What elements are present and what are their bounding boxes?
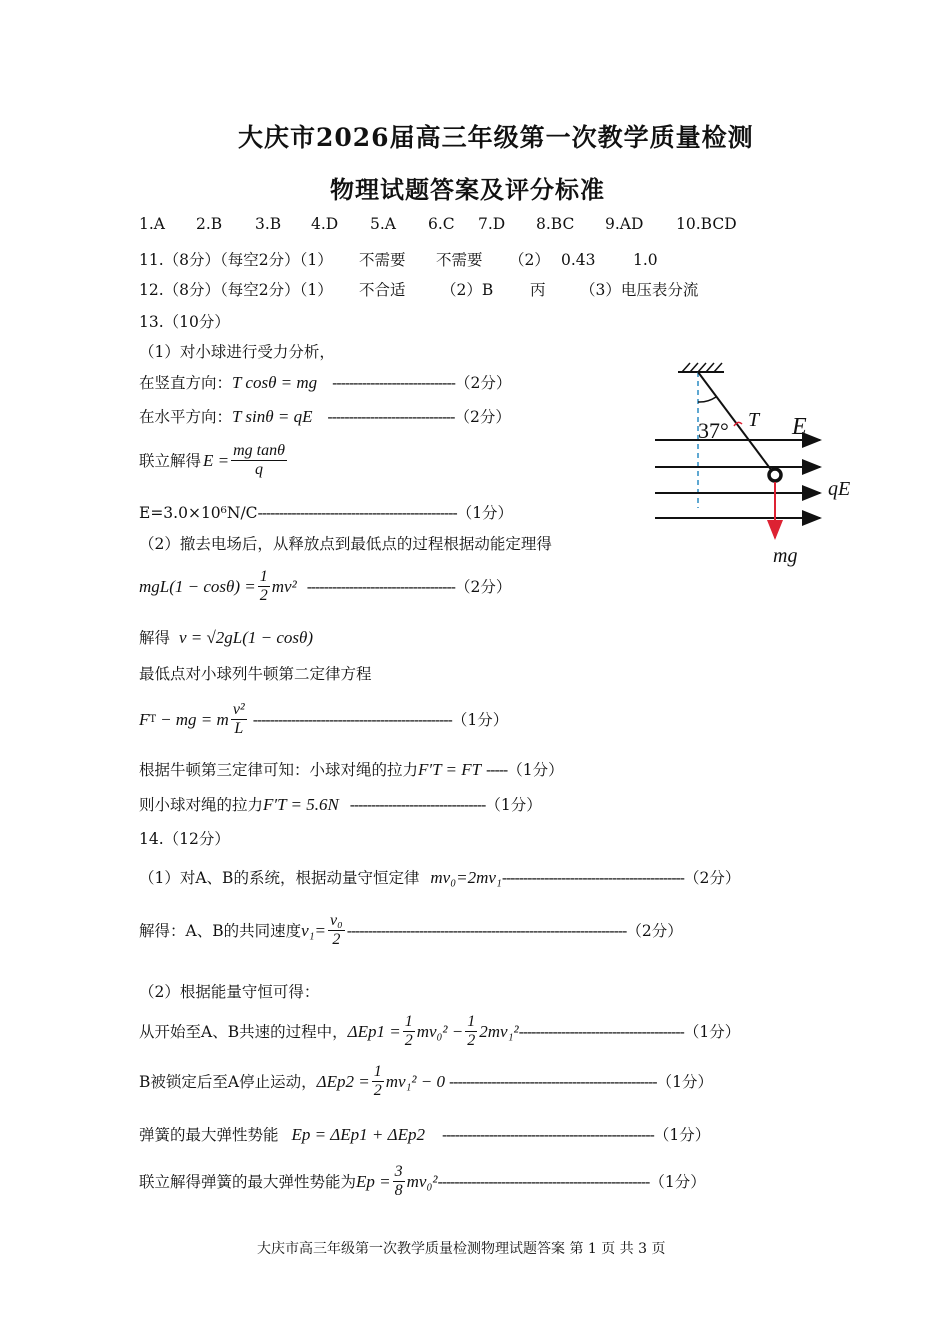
tension-label: T [748, 409, 760, 431]
q14-line-4-numerator-1: 1 [404, 1013, 413, 1030]
q14-line-4-score: （1分） [683, 1022, 741, 1041]
q13-line-7 [139, 568, 511, 605]
q13-line-5-dash: ----------------------------------------------- [257, 504, 457, 522]
q13-line-1: （1）对小球进行受力分析， [139, 343, 335, 361]
q14-line-7-numerator: 3 [394, 1163, 403, 1180]
q13-line-3-prefix: 在水平方向： [139, 408, 233, 426]
page-title: 大庆市2026届高三年级第一次教学质量检测 [238, 123, 754, 152]
field-label: E [792, 414, 807, 440]
choice-10: 10.BCD [676, 215, 737, 233]
q13-line-7-rhs: mv² [271, 576, 297, 596]
q14-line-1-text: （1）对A、B的系统，根据动量守恒定律 [139, 869, 420, 887]
q14-line-7-fraction [393, 1163, 405, 1200]
q14-line-2-denominator: 2 [332, 931, 341, 948]
q13-line-5-value: E=3.0×10⁶N/C [139, 504, 258, 522]
q13-line-11-dash: ----- [486, 761, 508, 779]
q13-line-7-score: （2分） [455, 577, 512, 596]
q14-line-2-dash: ------------------------------------------------------------------ [346, 921, 627, 940]
q11-part-2: （2） [509, 251, 550, 269]
q14-head: 14.（12分） [139, 830, 230, 848]
q13-line-12-score: （1分） [485, 796, 542, 814]
angle-label: 37° [698, 418, 729, 443]
q13-line-4 [139, 442, 289, 479]
q13-line-3-score: （2分） [454, 408, 511, 426]
q11-answer-3: 0.43 [561, 251, 596, 269]
q14-line-4-denominator-1: 2 [404, 1032, 413, 1049]
page-footer: 大庆市高三年级第一次教学质量检测物理试题答案 第 1 页 共 3 页 [257, 1241, 666, 1257]
q14-line-1-dash: ------------------------------------------- [501, 869, 685, 887]
q13-line-11 [139, 760, 564, 780]
q14-line-4-lhs: ΔEp1 = [347, 1021, 401, 1041]
page-subtitle: 物理试题答案及评分标准 [330, 175, 605, 204]
q14-line-6-score: （1分） [653, 1126, 711, 1144]
gravity-label: mg [773, 545, 798, 567]
q13-line-10-numerator: v² [232, 701, 245, 718]
q13-line-2-dash: ----------------------------- [332, 374, 456, 392]
q11-head: 11.（8分）（每空2分）（1） [139, 251, 333, 269]
q14-line-1-eq: mv₀=2mv₁ [430, 868, 502, 887]
force-diagram [640, 360, 870, 575]
q13-line-4-numerator: mg tanθ [233, 442, 285, 459]
q14-line-4 [139, 1013, 740, 1050]
q14-line-4-rhs: 2mv₁² [479, 1021, 519, 1041]
q14-line-2 [139, 912, 683, 949]
q14-line-4-fraction-2 [465, 1013, 477, 1050]
q14-line-6 [139, 1125, 710, 1145]
q12-head: 12.（8分）（每空2分）（1） [139, 281, 333, 299]
q13-line-5-score: （1分） [456, 504, 514, 522]
choice-4: 4.D [311, 215, 339, 233]
q13-line-8-prefix: 解得 [139, 629, 171, 647]
q14-line-2-lhs: v₁= [301, 920, 327, 940]
q13-line-3 [139, 407, 511, 427]
choice-7: 7.D [478, 215, 506, 233]
q14-line-5-fraction [372, 1063, 384, 1100]
q13-line-4-prefix: 联立解得 [139, 451, 202, 470]
q13-line-10 [139, 701, 508, 738]
q13-line-4-fraction [231, 442, 287, 479]
q13-line-5 [139, 503, 513, 523]
q13-line-12-eq: F′T = 5.6N [263, 795, 339, 814]
q13-line-8-eq: v = √2gL(1 − cosθ) [178, 628, 314, 647]
q13-line-7-numerator: 1 [259, 568, 268, 585]
choice-2: 2.B [196, 215, 223, 233]
q14-line-6-dash: -------------------------------------------------- [441, 1126, 654, 1144]
choice-8: 8.BC [536, 215, 575, 233]
q14-line-5-dash: ------------------------------------------------- [449, 1072, 657, 1091]
q13-line-10-denominator: L [234, 720, 244, 737]
q14-line-1 [139, 868, 740, 888]
q13-line-7-dash: ----------------------------------- [306, 577, 455, 596]
q14-line-4-denominator-2: 2 [467, 1032, 476, 1049]
q14-line-2-text: 解得：A、B的共同速度 [139, 921, 302, 940]
q14-line-7-lhs: Ep = [356, 1171, 391, 1191]
q12-part-3: （3）电压表分流 [580, 281, 699, 299]
electric-force-label: qE [828, 478, 851, 500]
q13-line-2 [139, 373, 511, 393]
q13-line-10-score: （1分） [451, 710, 509, 729]
q14-line-4-mid: mv₀² − [416, 1021, 464, 1041]
q14-line-5-score: （1分） [656, 1072, 714, 1091]
q14-line-3: （2）根据能量守恒可得： [139, 983, 320, 1001]
q13-line-3-dash: ------------------------------ [327, 408, 455, 426]
q14-line-5-rhs: mv₁² − 0 [385, 1071, 445, 1091]
choice-5: 5.A [370, 215, 396, 233]
ceiling-support [678, 363, 724, 372]
q14-line-2-numerator: v₀ [330, 912, 343, 929]
q13-line-3-eq: T sinθ = qE [232, 407, 313, 426]
q14-line-5-text: B被锁定后至A停止运动， [139, 1072, 317, 1091]
q13-line-8 [139, 628, 313, 648]
q14-line-7-dash: -------------------------------------------------- [437, 1172, 650, 1191]
q14-line-4-fraction-1 [403, 1013, 415, 1050]
angle-arc [698, 397, 716, 402]
q13-line-7-denominator: 2 [259, 587, 268, 604]
q13-line-9: 最低点对小球列牛顿第二定律方程 [139, 665, 372, 683]
q13-line-10-force: F [139, 709, 150, 729]
q14-line-5-denominator: 2 [373, 1082, 382, 1099]
q13-line-10-mid: − mg = m [160, 709, 229, 729]
q13-line-10-sub: T [149, 713, 157, 725]
q13-line-12-dash: -------------------------------- [349, 796, 486, 814]
q12-answer-1: 不合适 [359, 281, 406, 299]
q14-line-7-text: 联立解得弹簧的最大弹性势能为 [139, 1172, 357, 1191]
q14-line-4-dash: --------------------------------------- [518, 1022, 684, 1041]
q13-line-10-dash: ----------------------------------------------- [252, 710, 452, 729]
q14-line-7-denominator: 8 [394, 1182, 403, 1199]
q14-line-6-text: 弹簧的最大弹性势能 [139, 1126, 279, 1144]
q13-line-7-lhs: mgL(1 − cosθ) = [139, 576, 256, 596]
q14-line-7 [139, 1163, 706, 1200]
q13-line-11-eq: F′T = FT [418, 760, 482, 779]
q14-line-2-fraction [328, 912, 345, 949]
choice-6: 6.C [428, 215, 455, 233]
q13-line-4-denominator: q [255, 461, 264, 478]
q13-line-7-fraction [258, 568, 270, 605]
q14-line-5-numerator: 1 [373, 1063, 382, 1080]
q12-answer-2: 丙 [530, 281, 546, 299]
q14-line-5-lhs: ΔEp2 = [316, 1071, 370, 1091]
q13-line-12 [139, 795, 542, 815]
q13-line-6: （2）撤去电场后，从释放点到最低点的过程根据动能定理得 [139, 535, 552, 553]
q14-line-7-rhs: mv₀² [406, 1171, 438, 1191]
charged-ball [769, 469, 781, 481]
q11-answer-2: 不需要 [436, 251, 483, 269]
q11-answer-4: 1.0 [633, 251, 658, 269]
q13-line-11-text: 根据牛顿第三定律可知：小球对绳的拉力 [139, 761, 419, 779]
q11-answer-1: 不需要 [359, 251, 406, 269]
q14-line-1-score: （2分） [684, 869, 741, 887]
q13-line-11-score: （1分） [507, 761, 564, 779]
q14-line-4-numerator-2: 1 [467, 1013, 476, 1030]
choice-1: 1.A [139, 215, 165, 233]
q13-head: 13.（10分） [139, 313, 230, 331]
q14-line-7-score: （1分） [649, 1172, 706, 1191]
choice-9: 9.AD [605, 215, 644, 233]
q13-line-12-text: 则小球对绳的拉力 [139, 796, 264, 814]
q14-line-4-text: 从开始至A、B共速的过程中， [139, 1022, 348, 1041]
q12-part-2: （2）B [441, 281, 494, 299]
q13-line-4-lhs: E = [203, 450, 230, 470]
q14-line-6-eq: Ep = ΔEp1 + ΔEp2 [291, 1125, 426, 1144]
q14-line-5 [139, 1063, 713, 1100]
q14-line-2-score: （2分） [626, 921, 683, 940]
q13-line-2-score: （2分） [455, 374, 512, 392]
q13-line-2-eq: T cosθ = mg [232, 373, 318, 392]
choice-3: 3.B [255, 215, 282, 233]
q13-line-2-prefix: 在竖直方向： [139, 374, 233, 392]
q13-line-10-fraction [231, 701, 247, 738]
